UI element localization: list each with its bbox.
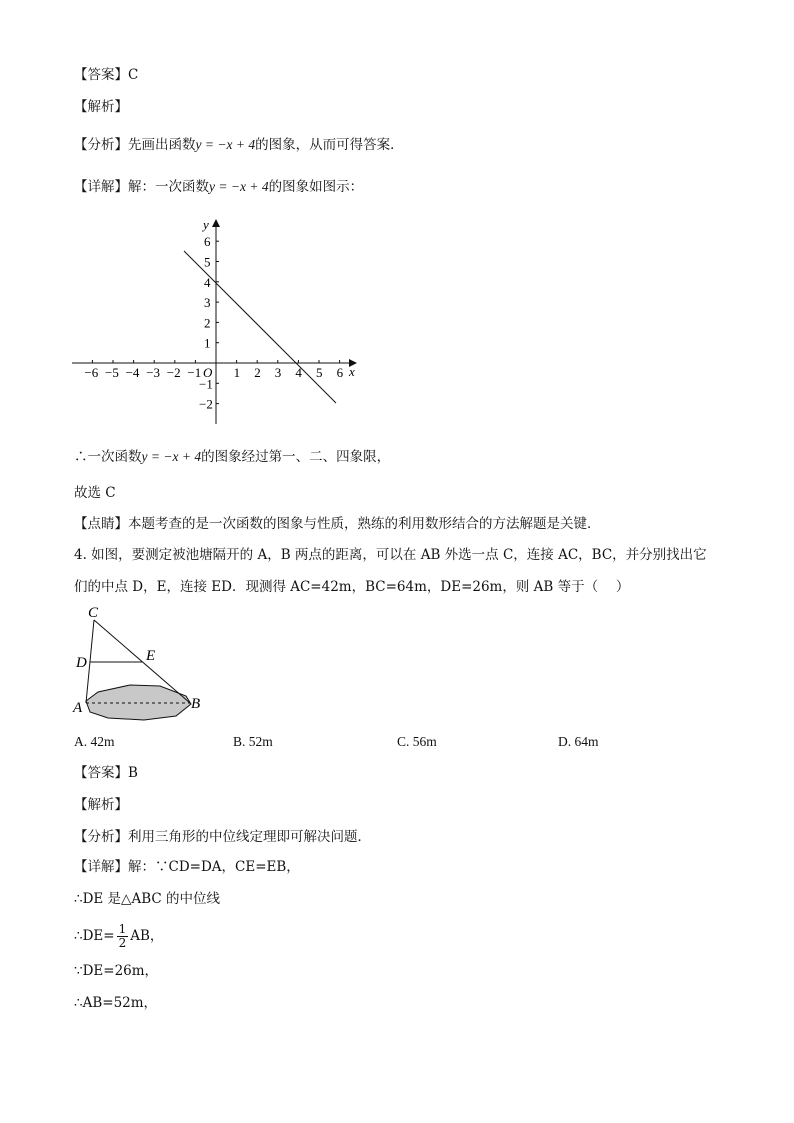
y-tick-label: 4 [204,274,211,290]
answer-line-2 [74,764,138,782]
step-4: ∴AB=52m， [74,995,158,1011]
y-tick-label: 3 [204,295,211,311]
xiangjie-pre: 解：一次函数 [128,179,209,195]
question-4-line-1: 4. 如图，要测定被池塘隔开的 A，B 两点的距离，可以在 AB 外选一点 C，连接 AC，BC，并分别找出它 [74,547,707,563]
x-tick-label: −6 [84,365,99,380]
y-tick-label: 6 [204,234,211,250]
step-1: ∴DE 是△ABC 的中位线 [74,891,220,907]
x-tick-label: −3 [146,365,161,380]
fraction-numerator: 1 [118,922,127,936]
x-tick-label: 3 [274,365,282,380]
step-3: ∵DE=26m， [74,963,159,979]
conclusion-pre: ∴一次函数 [74,449,142,465]
formula: y = −x + 4 [209,179,269,194]
dianjing-tag: 【点睛】 [74,516,128,532]
fenxi-tag: 【分析】 [74,829,128,845]
x-tick-label: 5 [316,365,323,380]
x-axis-label: x [349,364,355,379]
y-tick-label: 5 [204,254,211,270]
label-b: B [191,696,201,712]
fenxi-post: 的图象，从而可得答案． [255,137,404,153]
option-a: A. 42m [74,734,115,749]
option-b: B. 52m [233,734,273,749]
label-c: C [88,605,99,621]
y-axis-label: y [203,217,209,232]
fenxi-line [74,136,404,154]
pond-figure [68,600,218,724]
origin-label: O [203,365,213,380]
fenxi-tag: 【分析】 [74,137,128,153]
answer-line [74,66,138,84]
analysis-tag: 【解析】 [74,99,128,115]
conclusion-post: 的图象经过第一、二、四象限， [201,449,391,465]
formula: y = −x + 4 [141,449,202,464]
xiangjie-line-2 [74,858,300,876]
fenxi-text: 利用三角形的中位线定理即可解决问题． [128,829,371,845]
option-d: D. 64m [558,734,599,749]
fenxi-line-2 [74,828,371,846]
xiangjie-tag: 【详解】 [74,179,128,195]
step-2 [74,916,163,956]
step-2-pre: ∴DE= [74,928,115,944]
function-graph [66,210,366,432]
x-tick-label: 6 [336,365,344,380]
y-tick-label: 1 [204,335,211,351]
y-tick-label: −1 [199,376,213,392]
question-4-line-2: 们的中点 D，E，连接 ED．现测得 AC=42m，BC=64m，DE=26m，则 AB 等于（ ） [74,579,630,595]
label-a: A [73,700,83,716]
analysis-tag-2: 【解析】 [74,797,128,813]
fenxi-pre: 先画出函数 [128,137,196,153]
answer-tag: 【答案】 [74,765,128,781]
xiangjie-text: 解：∵CD=DA，CE=EB， [128,859,300,875]
conclusion-line [74,448,390,466]
xiangjie-tag: 【详解】 [74,859,128,875]
dianjing-line [74,515,601,533]
y-tick-label: 2 [204,315,211,331]
x-tick-label: 4 [295,365,302,380]
option-c: C. 56m [397,734,437,749]
x-tick-label: −2 [166,365,181,380]
answer-value: C [128,67,139,83]
x-tick-label: −5 [105,365,119,380]
answer-tag: 【答案】 [74,67,128,83]
answer-value: B [128,765,138,781]
dianjing-text: 本题考查的是一次函数的图象与性质，熟练的利用数形结合的方法解题是关键． [128,516,601,532]
y-tick-label: −2 [199,396,213,412]
x-tick-label: 1 [233,365,241,380]
xiangjie-line [74,178,363,196]
fraction [117,923,129,950]
label-d: D [76,655,87,671]
x-tick-label: −1 [187,365,202,380]
x-tick-label: −4 [125,365,140,380]
xiangjie-post: 的图象如图示： [268,179,364,195]
formula: y = −x + 4 [195,137,256,152]
fraction-denominator: 2 [118,936,127,950]
label-e: E [146,648,156,664]
x-tick-label: 2 [254,365,261,380]
step-2-post: AB， [130,928,164,944]
choose-line: 故选 C [74,485,116,501]
